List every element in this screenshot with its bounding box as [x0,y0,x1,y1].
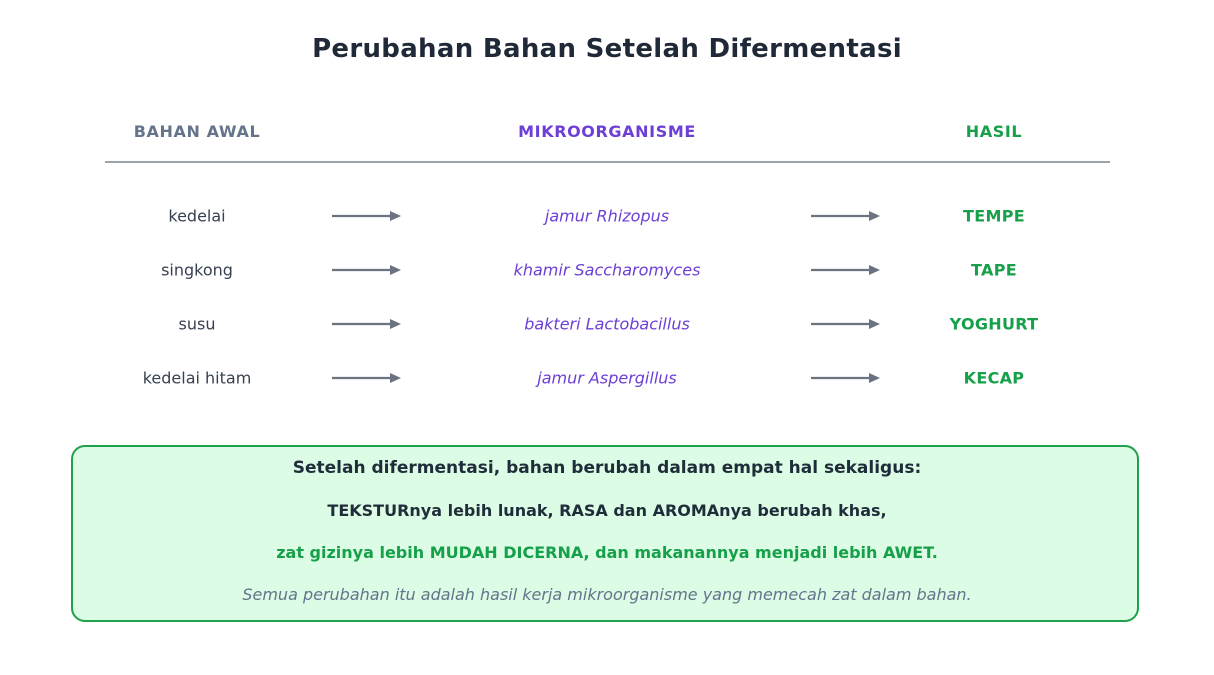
arrow-right-icon [332,372,402,384]
page-title: Perubahan Bahan Setelah Difermentasi [312,34,902,64]
summary-heading: Setelah difermentasi, bahan berubah dalam empat hal sekaligus: [292,458,922,478]
row-result: TEMPE [963,206,1025,226]
row-microorganism: jamur Rhizopus [544,206,670,226]
row-raw-material: susu [178,314,216,334]
arrow-right-icon [332,210,402,222]
summary-line-texture-taste: TEKSTURnya lebih lunak, RASA dan AROMAnya berubah khas, [327,501,887,520]
summary-line-digestible-durable: zat gizinya lebih MUDAH DICERNA, dan makanannya menjadi lebih AWET. [276,543,938,562]
row-raw-material: kedelai [168,206,226,226]
column-header-microorganism: MIKROORGANISME [518,122,696,141]
row-result: YOGHURT [949,314,1039,334]
arrow-right-icon [811,210,881,222]
row-microorganism: khamir Saccharomyces [513,260,701,280]
row-raw-material: singkong [161,260,233,280]
row-microorganism: jamur Aspergillus [537,368,677,388]
arrow-right-icon [332,264,402,276]
arrow-right-icon [811,318,881,330]
row-result: TAPE [971,260,1017,280]
column-header-result: HASIL [965,122,1023,141]
column-header-raw: BAHAN AWAL [133,122,261,141]
arrow-right-icon [811,372,881,384]
row-result: KECAP [963,368,1025,388]
arrow-right-icon [811,264,881,276]
row-microorganism: bakteri Lactobacillus [524,314,690,334]
row-raw-material: kedelai hitam [142,368,252,388]
summary-footnote: Semua perubahan itu adalah hasil kerja mikroorganisme yang memecah zat dalam bahan. [242,585,972,604]
header-divider [105,161,1110,163]
arrow-right-icon [332,318,402,330]
